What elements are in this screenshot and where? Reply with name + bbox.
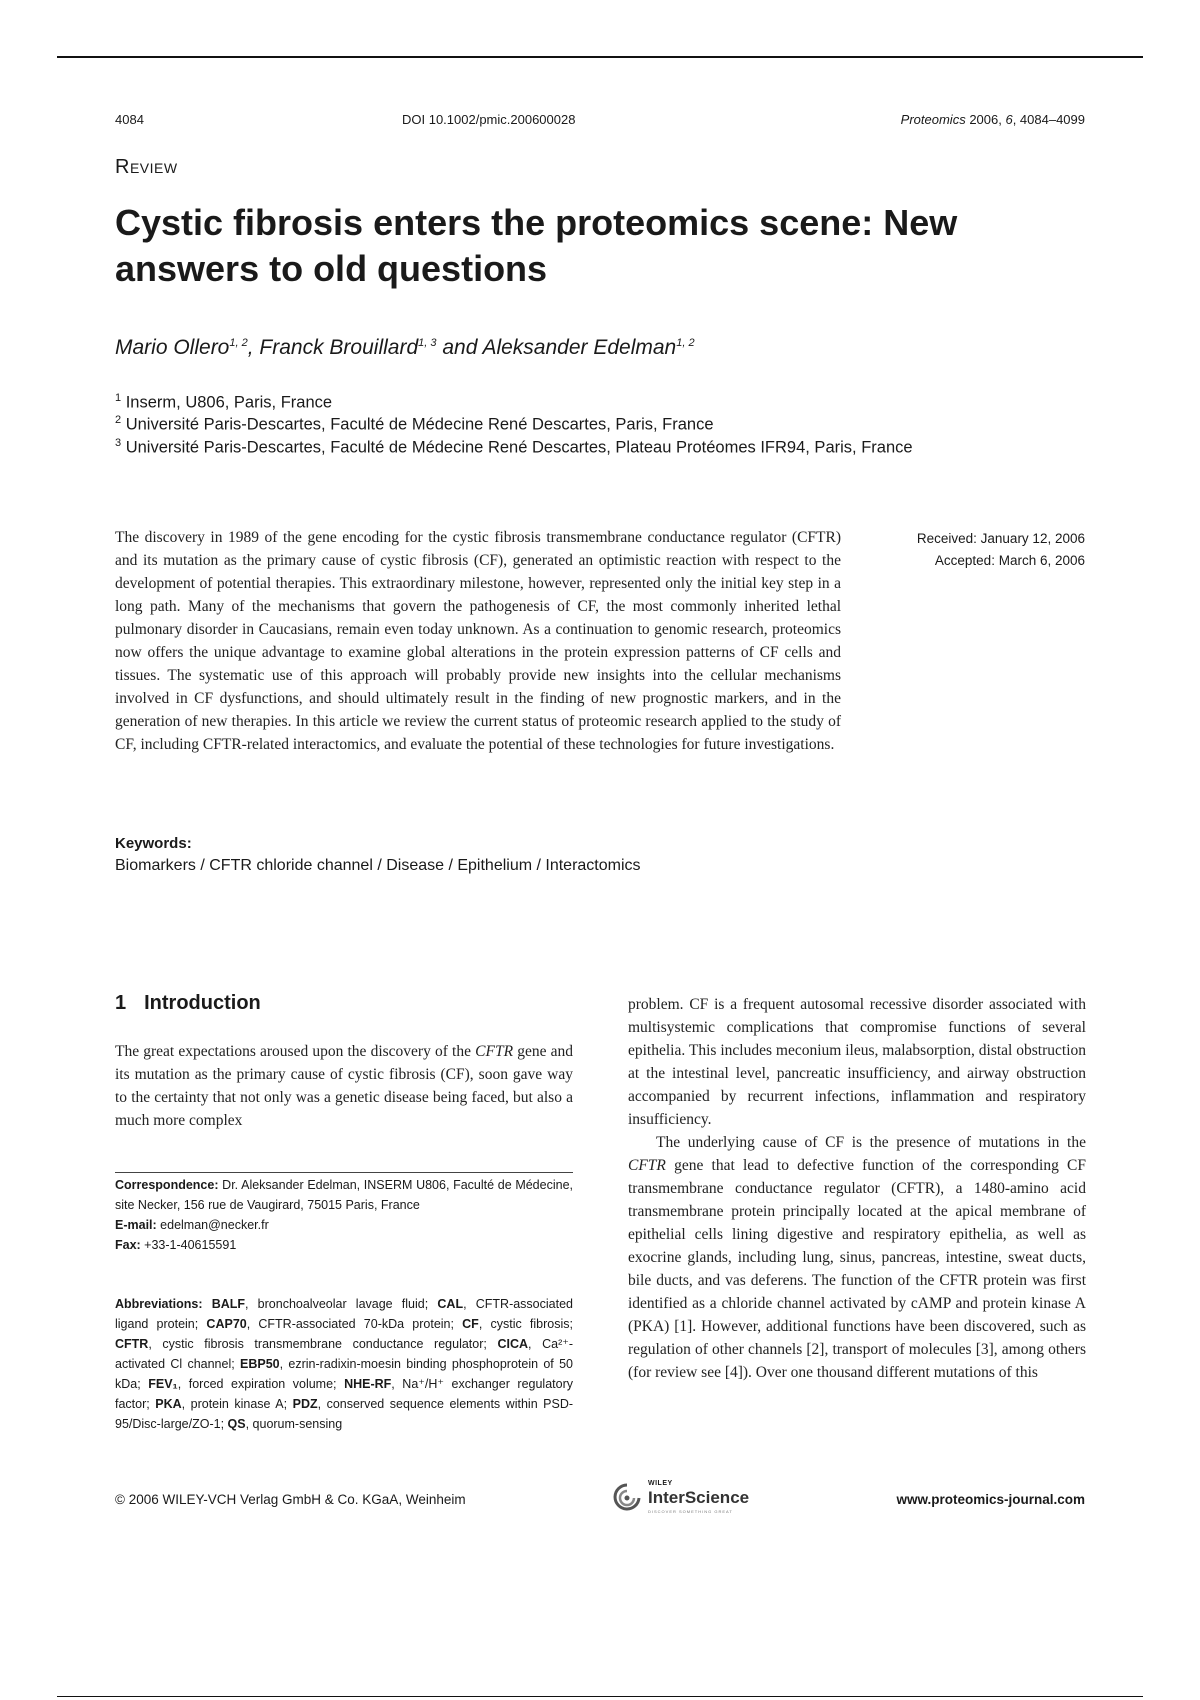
abbr-def: , CFTR-associated ligand protein;: [115, 1297, 573, 1331]
section-number: 1: [115, 992, 127, 1014]
abbr-def: , CFTR-associated 70-kDa protein;: [246, 1317, 463, 1331]
copyright: © 2006 WILEY-VCH Verlag GmbH & Co. KGaA, Weinheim: [115, 1492, 466, 1507]
fax-label: Fax:: [115, 1238, 141, 1252]
article-title: Cystic fibrosis enters the proteomics scene: New answers to old questions: [115, 202, 958, 289]
body-paragraph: problem. CF is a frequent autosomal recessive disorder associated with multisystemic complications that compromise functions of several epithelia. This includes meconium ileus, malabsorption, distal obstruction at the intestinal level, pancreatic insufficiency, and airway obstruction accompanied by recurrent infections, inflammation and respiratory insufficiency.: [628, 996, 1086, 1128]
correspondence-text: Dr. Aleksander Edelman, INSERM U806, Faculté de Médecine, site Necker, 156 rue de Vaugirard, 75015 Paris, France: [115, 1178, 573, 1212]
logo-small-text: WILEY: [648, 1480, 673, 1487]
received-date: Received: January 12, 2006: [916, 531, 1085, 546]
text-run: The underlying cause of CF is the presence of mutations in the: [656, 1134, 1086, 1151]
affiliation: [115, 392, 332, 413]
abbr: CAL: [437, 1297, 464, 1311]
abbr: CF: [462, 1317, 479, 1331]
abbr-def: , quorum-sensing: [245, 1417, 343, 1431]
section-title: Introduction: [144, 992, 261, 1014]
affiliation-text: Inserm, U806, Paris, France: [125, 393, 333, 412]
abbr: PDZ: [292, 1397, 318, 1411]
author: Mario Ollero: [115, 336, 230, 359]
keywords: Biomarkers / CFTR chloride channel / Disease / Epithelium / Interactomics: [115, 857, 641, 874]
gene-name: CFTR: [475, 1043, 514, 1060]
author-sup: 1, 3: [418, 337, 437, 349]
abbreviations-label: Abbreviations:: [115, 1297, 203, 1311]
doi: DOI 10.1002/pmic.200600028: [402, 112, 576, 127]
section-label: Review: [115, 156, 178, 178]
abbr: PKA: [155, 1397, 182, 1411]
abbr-def: , cystic fibrosis;: [478, 1317, 573, 1331]
correspondence: [115, 1175, 573, 1255]
journal-citation: [901, 112, 1085, 127]
abbr: CICA: [497, 1337, 529, 1351]
top-rule: [57, 56, 1143, 58]
journal-volume: 6: [1005, 112, 1013, 127]
intro-paragraph: [115, 1040, 573, 1132]
abbr: NHE-RF: [344, 1377, 392, 1391]
affiliation-num: 3: [115, 437, 122, 449]
gene-name: CFTR: [628, 1157, 666, 1174]
email-value: edelman@necker.fr: [156, 1218, 269, 1232]
logo-main-text: InterScience: [648, 1488, 750, 1507]
journal-year: 2006,: [965, 112, 1006, 127]
abbr-def: , Ca²⁺-activated Cl channel;: [115, 1337, 573, 1371]
abbr: EBP50: [240, 1357, 280, 1371]
abbr: CFTR: [115, 1337, 149, 1351]
author-sup: 1, 2: [676, 337, 695, 349]
affiliation: [115, 437, 913, 458]
logo-tagline: DISCOVER SOMETHING GREAT: [648, 1509, 733, 1514]
email-label: E-mail:: [115, 1218, 157, 1232]
section-heading: [115, 992, 261, 1015]
abbr-def: , protein kinase A;: [181, 1397, 293, 1411]
author: Franck Brouillard: [259, 336, 419, 359]
correspondence-label: Correspondence:: [115, 1178, 219, 1192]
journal-pages: , 4084–4099: [1012, 112, 1085, 127]
author-sep: and: [436, 336, 483, 359]
right-column: [628, 993, 1086, 1384]
footnote-divider: [115, 1172, 573, 1173]
abbr-def: , forced expiration volume;: [177, 1377, 345, 1391]
abstract: The discovery in 1989 of the gene encoding for the cystic fibrosis transmembrane conductance regulator (CFTR) and its mutation as the primary cause of cystic fibrosis (CF), generated an optimistic reaction with respect to the development of potential therapies. This extraordinary milestone, however, represented only the initial key step in a long path. Many of the mechanisms that govern the pathogenesis of CF, the most commonly inherited lethal pulmonary disorder in Caucasians, remain even today unknown. As a continuation to genomic research, proteomics now offers the unique advantage to examine global alterations in the protein expression patterns of CF cells and tissues. The systematic use of this approach will probably provide new insights into the cellular mechanisms involved in CF dysfunctions, and should ultimately result in the finding of new prognostic markers, and in the generation of new therapies. In this article we review the current status of proteomic research applied to the study of CF, including CFTR-related interactomics, and evaluate the potential of these technologies for future investigations.: [115, 529, 841, 753]
affiliation-num: 1: [115, 392, 122, 404]
accepted-date: Accepted: March 6, 2006: [934, 553, 1085, 568]
abbr: FEV₁: [148, 1377, 178, 1391]
author: Aleksander Edelman: [482, 336, 677, 359]
affiliation: [115, 414, 714, 435]
journal-url[interactable]: www.proteomics-journal.com: [896, 1492, 1085, 1507]
affiliation-num: 2: [115, 414, 122, 426]
abbr-def: , conserved sequence elements within PSD-95/Disc-large/ZO-1;: [115, 1397, 574, 1431]
abbr: CAP70: [206, 1317, 247, 1331]
wiley-interscience-logo: [612, 1480, 772, 1516]
abbreviations: [115, 1294, 573, 1434]
page-number: 4084: [115, 112, 144, 127]
affiliation-text: Université Paris-Descartes, Faculté de Médecine René Descartes, Plateau Protéomes IFR94, Paris, France: [125, 438, 913, 457]
author-list: [115, 336, 695, 360]
swirl-icon: [612, 1482, 642, 1514]
abbr-def: , ezrin-radixin-moesin binding phosphoprotein of 50 kDa;: [115, 1357, 573, 1391]
affiliation-text: Université Paris-Descartes, Faculté de Médecine René Descartes, Paris, France: [125, 415, 714, 434]
body-paragraph: [628, 1131, 1086, 1384]
text-run: The great expectations aroused upon the discovery of the: [115, 1043, 476, 1060]
bottom-rule: [57, 1696, 1143, 1697]
received-accepted: [860, 528, 1085, 572]
abbr-def: , Na⁺/H⁺ exchanger regulatory factor;: [115, 1377, 573, 1411]
abbr: QS: [227, 1417, 246, 1431]
text-run: gene that lead to defective function of the corresponding CF transmembrane conductance regulator (CFTR), a 1480-amino acid transmembrane protein principally located at the apical membrane of epithelial cells lining digestive and respiratory epithelia, as well as exocrine glands, including lung, sinus, pancreas, intestine, sweat ducts, bile ducts, and vas deferens. The function of the CFTR protein was first identified as a chloride channel activated by cAMP and protein kinase A (PKA) [1]. However, additional functions have been discovered, such as regulation of other channels [2], transport of molecules [3], among others (for review see [4]). Over one thousand different mutations of this: [628, 1157, 1086, 1381]
fax-value: +33-1-40615591: [140, 1238, 237, 1252]
author-sup: 1, 2: [229, 337, 248, 349]
abbr-def: , bronchoalveolar lavage fluid;: [245, 1297, 438, 1311]
author-sep: ,: [247, 336, 260, 359]
text-run: gene and its mutation as the primary cause of cystic fibrosis (CF), soon gave way to the certainty that not only was a genetic disease being faced, but also a much more complex: [115, 1043, 574, 1129]
abbr-def: , cystic fibrosis transmembrane conductance regulator;: [148, 1337, 498, 1351]
abbr: BALF: [211, 1297, 246, 1311]
keywords-label: Keywords:: [115, 835, 192, 852]
journal-name: Proteomics: [900, 112, 966, 127]
